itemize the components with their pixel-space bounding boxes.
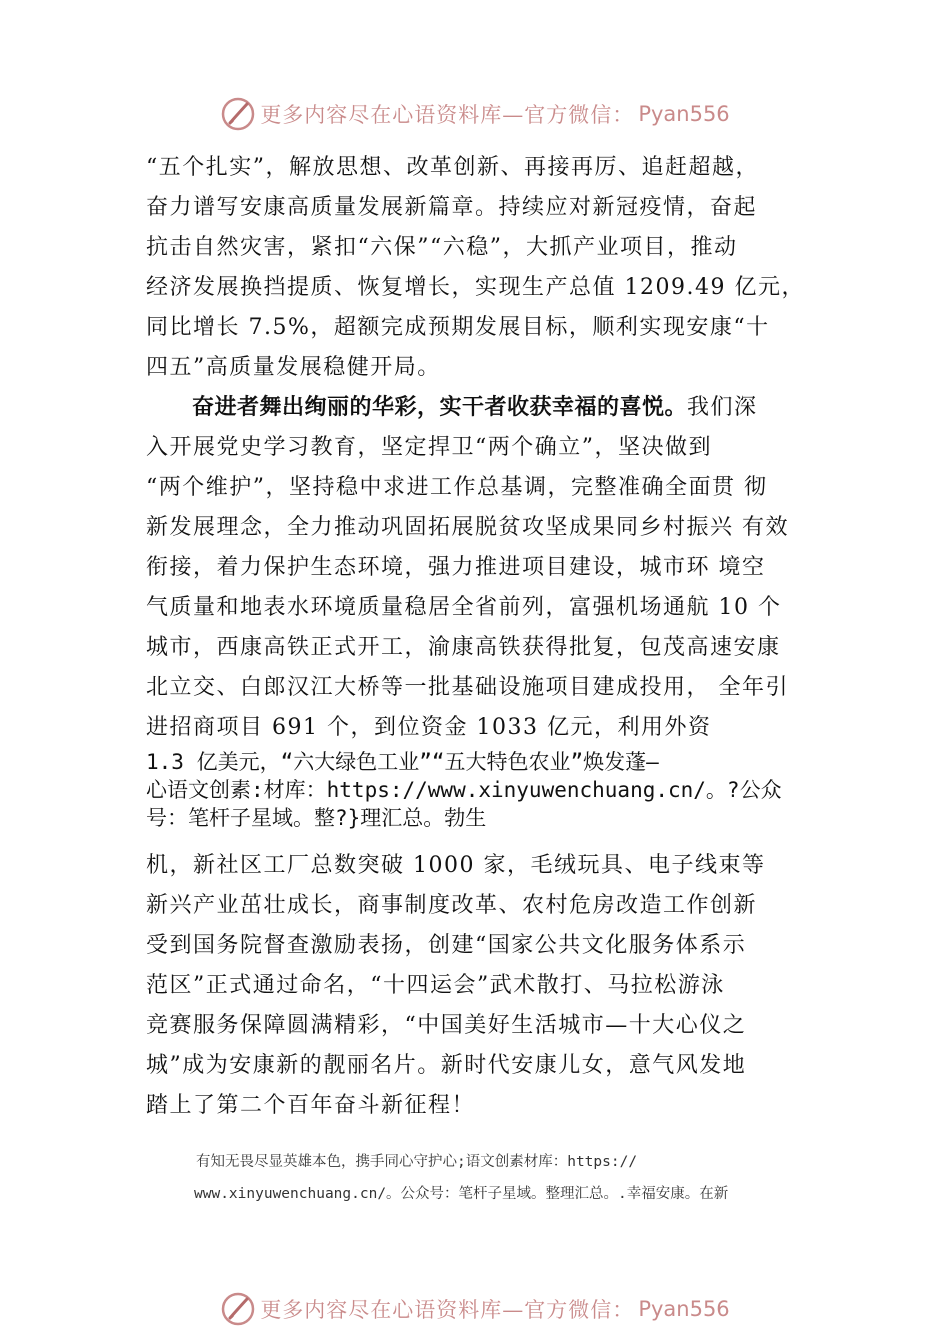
footnote bbox=[196, 1146, 836, 1210]
body-line: 衔接，着力保护生态环境，强力推进项目建设，城市环 境空 bbox=[146, 555, 766, 580]
header-banner-inner bbox=[220, 96, 729, 132]
body-line: 竞赛服务保障圆满精彩，“中国美好生活城市—十大心仪之 bbox=[146, 1013, 747, 1038]
mono-line: 1.3 亿美元，“六大绿色工业”“五大特色农业”焕发蓬— bbox=[146, 750, 659, 774]
footer-banner-code: Pyan556 bbox=[638, 1297, 730, 1321]
body-line: 奋力谱写安康高质量发展新篇章。持续应对新冠疫情，奋起 bbox=[146, 195, 758, 220]
header-banner-code: Pyan556 bbox=[638, 102, 730, 126]
body-line: 城市，西康高铁正式开工，渝康高铁获得批复，包茂高速安康 bbox=[146, 635, 781, 660]
body-line: 入开展党史学习教育，坚定捍卫“两个确立”，坚决做到 bbox=[146, 435, 712, 460]
body-line: “两个维护”，坚持稳中求进工作总基调，完整准确全面贯 彻 bbox=[146, 475, 768, 500]
body-line: 踏上了第二个百年奋斗新征程！ bbox=[146, 1093, 476, 1118]
body-line: 北立交、白郎汉江大桥等一批基础设施项目建成投用， 全年引 bbox=[146, 675, 789, 700]
body-line: 新发展理念，全力推动巩固拓展脱贫攻坚成果同乡村振兴 有效 bbox=[146, 515, 789, 540]
watermark-inline-block bbox=[146, 748, 846, 832]
header-banner-text: 更多内容尽在心语资料库—官方微信： bbox=[260, 103, 635, 127]
body-line: 气质量和地表水环境质量稳居全省前列，富强机场通航 10 个 bbox=[146, 595, 782, 620]
brush-circle-icon bbox=[220, 1291, 256, 1327]
document-body bbox=[146, 148, 846, 1126]
body-line: 同比增长 7.5%，超额完成预期发展目标，顺利实现安康“十 bbox=[146, 315, 770, 340]
header-banner bbox=[0, 92, 950, 136]
body-line: 受到国务院督查激励表扬，创建“国家公共文化服务体系示 bbox=[146, 933, 747, 958]
paragraph-lead-tail: 我们深 bbox=[687, 395, 758, 420]
body-line: 四五”高质量发展稳健开局。 bbox=[146, 355, 441, 380]
spacer bbox=[146, 832, 846, 846]
body-line: 进招商项目 691 个，到位资金 1033 亿元，利用外资 bbox=[146, 715, 712, 740]
brush-circle-icon bbox=[220, 96, 256, 132]
body-line: 经济发展换挡提质、恢复增长，实现生产总值 1209.49 亿元， bbox=[146, 275, 805, 300]
body-line: 抗击自然灾害，紧扣“六保”“六稳”，大抓产业项目，推动 bbox=[146, 235, 738, 260]
mono-line: 号：笔杆子星域。整?}理汇总。勃生 bbox=[146, 806, 487, 830]
body-line: 范区”正式通过命名，“十四运会”武术散打、马拉松游泳 bbox=[146, 973, 725, 998]
footer-banner-inner bbox=[220, 1291, 729, 1327]
mono-line: 心语文创素:材库：https://www.xinyuwenchuang.cn/。?公众 bbox=[146, 778, 782, 802]
body-line: 机，新社区工厂总数突破 1000 家，毛绒玩具、电子线束等 bbox=[146, 853, 766, 878]
body-line: 城”成为安康新的靓丽名片。新时代安康儿女，意气风发地 bbox=[146, 1053, 747, 1078]
paragraph-lead-line bbox=[146, 388, 846, 428]
paragraph-bold-lead: 奋进者舞出绚丽的华彩，实干者收获幸福的喜悦。 bbox=[192, 395, 688, 420]
footer-banner bbox=[0, 1287, 950, 1331]
footnote-line: 有知无畏尽显英雄本色，携手同心守护心;语文创素材库：https:// bbox=[196, 1154, 638, 1170]
footer-banner-text: 更多内容尽在心语资料库—官方微信： bbox=[260, 1298, 635, 1322]
footnote-line: www.xinyuwenchuang.cn/。公众号：笔杆子星域。整理汇总。.幸福安康。在新 bbox=[194, 1186, 729, 1202]
body-line: “五个扎实”，解放思想、改革创新、再接再厉、追赶超越， bbox=[146, 155, 759, 180]
body-line: 新兴产业茁壮成长，商事制度改革、农村危房改造工作创新 bbox=[146, 893, 758, 918]
